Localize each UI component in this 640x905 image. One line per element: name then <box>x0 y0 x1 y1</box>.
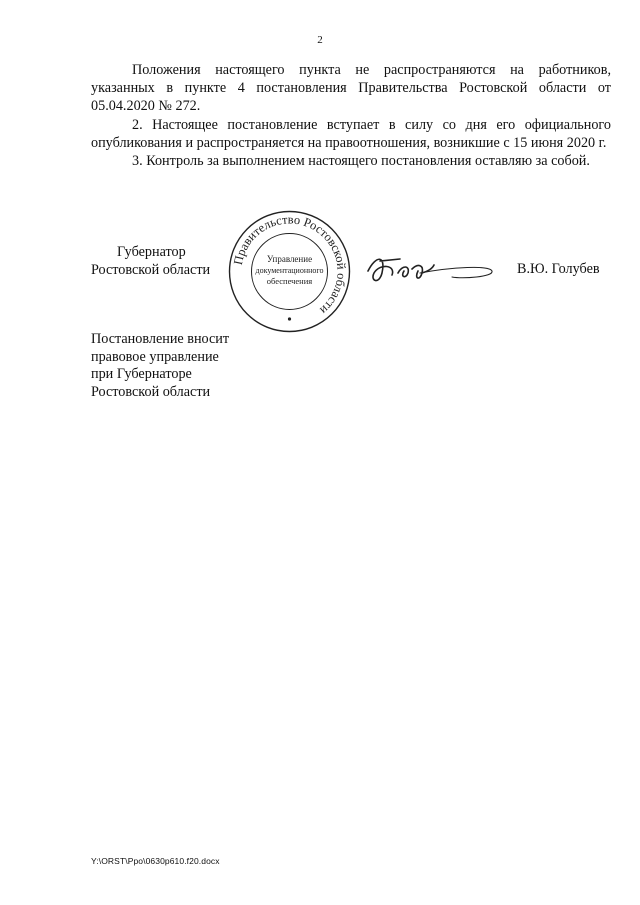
handwritten-signature <box>362 243 497 291</box>
signatory-title-line1: Губернатор <box>117 244 186 260</box>
page-number: 2 <box>317 34 323 46</box>
file-path-footer: Y:\ORST\Ppo\0630p610.f20.docx <box>91 856 220 866</box>
seal-center-line3: обеспечения <box>266 276 313 286</box>
signatory-name: В.Ю. Голубев <box>517 261 600 277</box>
submission-note <box>91 331 229 401</box>
signatory-title-line2: Ростовской области <box>91 262 211 279</box>
official-seal <box>227 209 352 334</box>
paragraph-effective-date: 2. Настоящее постановление вступает в силу со дня его официального опубликования и распространяется на правоотношения, возникшие с 15 июня 2020 г. <box>91 116 611 151</box>
note-line1: Постановление вносит <box>91 331 230 347</box>
paragraph-exclusion: Положения настоящего пункта не распространяются на работников, указанных в пункте 4 постановления Правительства Ростовской области от 05.04.2020 № 272. <box>91 62 611 115</box>
note-line4: Ростовской области <box>91 383 211 400</box>
paragraph-control: 3. Контроль за выполнением настоящего постановления оставляю за собой. <box>132 153 590 170</box>
note-line3: при Губернаторе <box>91 366 192 383</box>
document-body <box>91 61 611 170</box>
seal-center-line2: документационного <box>255 266 324 275</box>
seal-ring-text: Правительство Ростовской области <box>230 212 349 318</box>
signatory-title <box>91 243 210 279</box>
seal-center-line1: Управление <box>266 254 313 264</box>
note-line2: правовое управление <box>91 348 219 365</box>
